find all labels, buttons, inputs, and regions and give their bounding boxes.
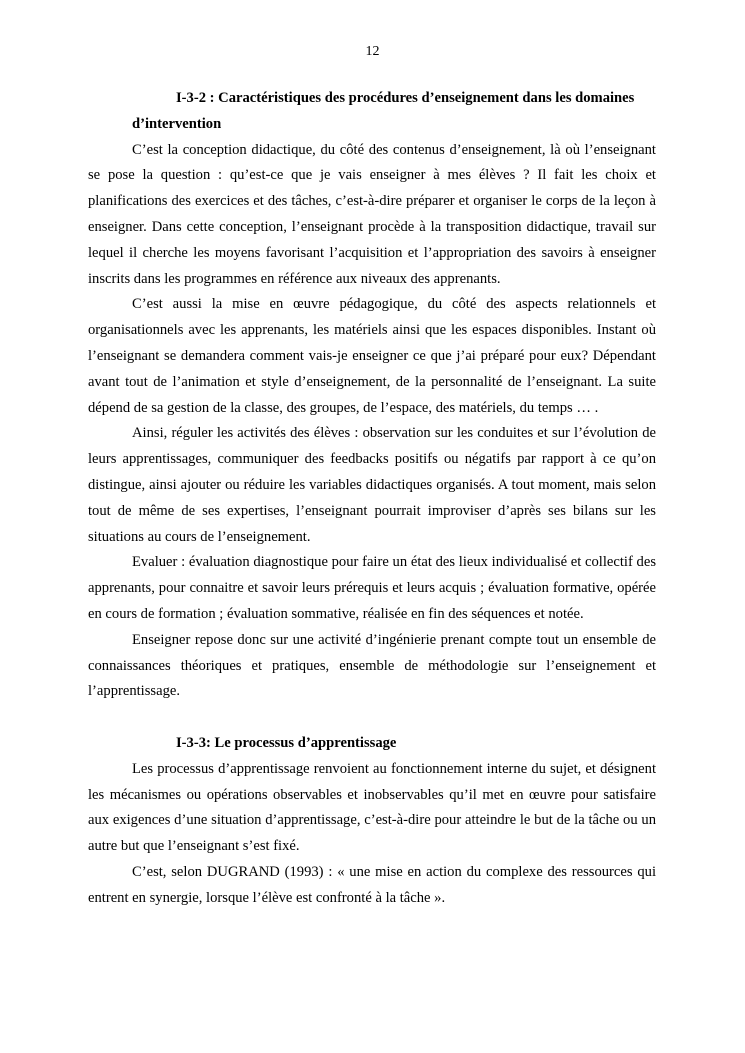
paragraph: C’est, selon DUGRAND (1993) : « une mise en action du complexe des ressources qui entrent en synergie, lorsque l’élève est confronté à la tâche ». <box>88 863 656 906</box>
page-content <box>88 86 656 912</box>
paragraph: Evaluer : évaluation diagnostique pour faire un état des lieux individualisé et collectif des apprenants, pour connaitre et savoir leurs prérequis et leurs acquis ; évaluation formative, opérée en cours de formation ; évaluation sommative, réalisée en fin des séquences et notée. <box>88 554 656 622</box>
paragraph: C’est aussi la mise en œuvre pédagogique, du côté des aspects relationnels et organisationnels avec les apprenants, les matériels ainsi que les espaces disponibles. Instant où l’enseignant se demandera comment vais-je enseigner ce que j’ai préparé pour eux? Dépendant avant tout de l’animation et style d’enseignement, de la personnalité de l’enseignant. La suite dépend de sa gestion de la classe, des groupes, de l’espace, des matériels, du temps … . <box>88 296 656 416</box>
paragraph: Ainsi, réguler les activités des élèves : observation sur les conduites et sur l’évolution de leurs apprentissages, communiquer des feedbacks positifs ou négatifs par rapport à ce qu’on distingue, ainsi ajouter ou réduire les variables didactiques organisés. A tout moment, mais selon tout de même de ses expertises, l’enseignant pourrait improviser d’après ses bilans sur les situations au cours de l’enseignement. <box>88 425 656 545</box>
section-heading-line-2: d’intervention <box>132 115 222 132</box>
section-heading-line-1: I-3-2 : Caractéristiques des procédures d’enseignement dans les domaines <box>176 90 635 106</box>
section-heading-i-3-3: I-3-3: Le processus d’apprentissage <box>176 734 397 751</box>
paragraph: Enseigner repose donc sur une activité d’ingénierie prenant compte tout un ensemble de connaissances théoriques et pratiques, ensemble de méthodologie sur l’enseignement et l’apprentissage. <box>88 631 656 700</box>
paragraph: Les processus d’apprentissage renvoient au fonctionnement interne du sujet, et désignent les mécanismes ou opérations observables et inobservables qu’il met en œuvre pour satisfaire aux exigences d’une situation d’apprentissage, c’est-à-dire pour atteindre le but de la tâche ou un autre but que l’enseignant s’est fixé. <box>88 760 656 855</box>
section-heading-i-3-2 <box>88 86 656 138</box>
section-spacer <box>88 705 656 731</box>
page-number: 12 <box>365 44 380 59</box>
paragraph: C’est la conception didactique, du côté des contenus d’enseignement, là où l’enseignant se pose la question : qu’est-ce que je vais enseigner à mes élèves ? Il fait les choix et planifications des exercices et des tâches, c’est-à-dire préparer et organiser le corps de la leçon à enseigner. Dans cette conception, l’enseignant procède à la transposition didactique, travail sur lequel il cherche les moyens favorisant l’acquisition et l’appropriation des savoirs à enseigner inscrits dans les programmes en référence aux niveaux des apprenants. <box>88 141 656 287</box>
